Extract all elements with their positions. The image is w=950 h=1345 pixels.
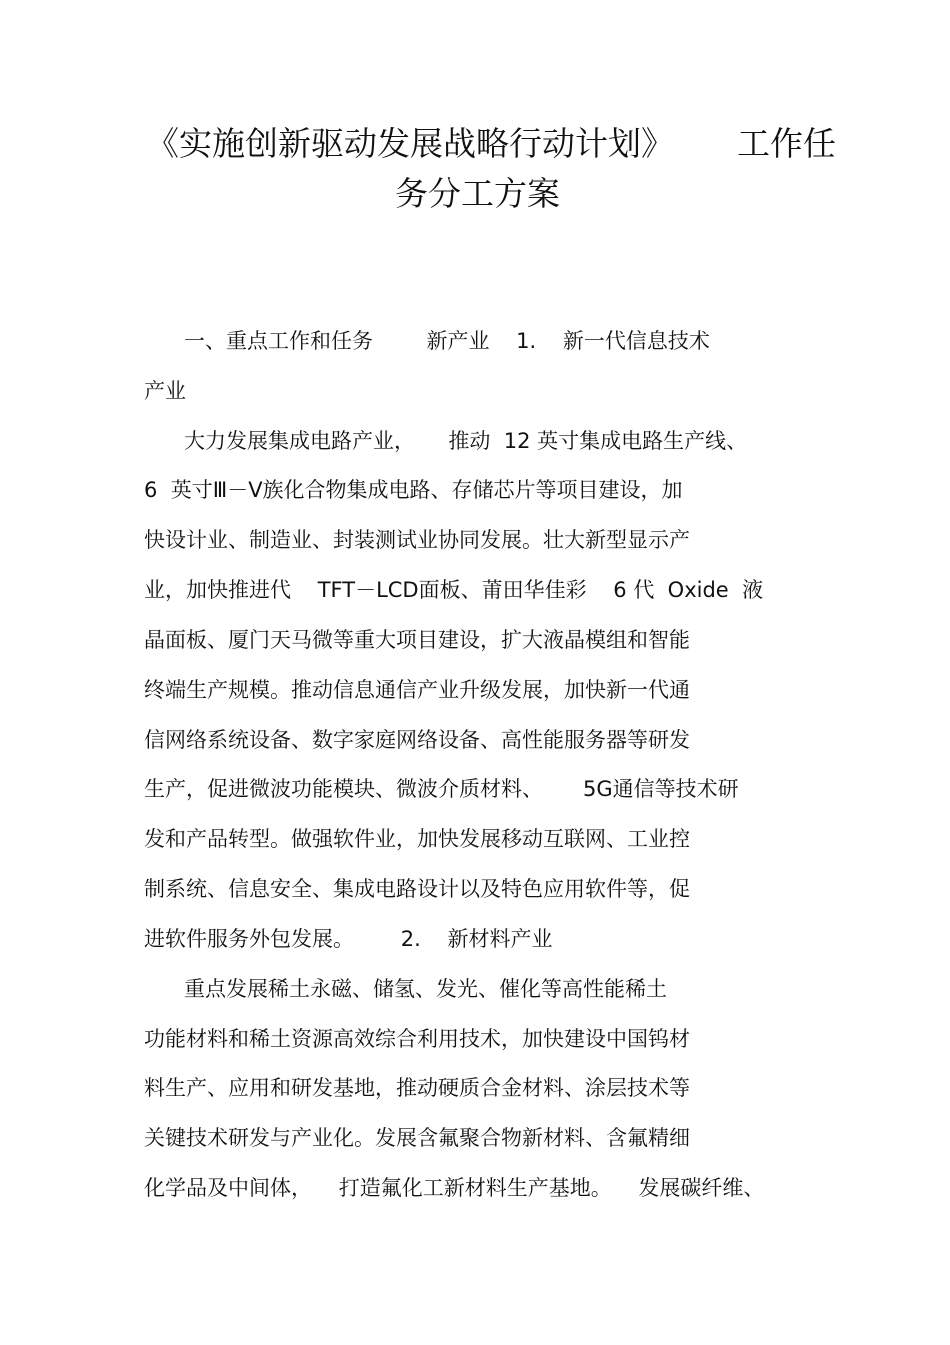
body-line: 信网络系统设备、数字家庭网络设备、高性能服务器等研发	[144, 728, 690, 752]
body-line: 制系统、信息安全、集成电路设计以及特色应用软件等，促	[144, 877, 690, 901]
body-line: 6 英寸Ⅲ－Ⅴ族化合物集成电路、存储芯片等项目建设，加	[144, 478, 683, 502]
body-line: 功能材料和稀土资源高效综合利用技术，加快建设中国钨材	[144, 1027, 690, 1051]
body-line: 一、重点工作和任务 新产业 1. 新一代信息技术	[144, 329, 710, 353]
body-line: 关键技术研发与产业化。发展含氟聚合物新材料、含氟精细	[144, 1126, 690, 1150]
body-line: 料生产、应用和研发基地，推动硬质合金材料、涂层技术等	[144, 1076, 690, 1100]
body-line: 快设计业、制造业、封装测试业协同发展。壮大新型显示产	[144, 528, 690, 552]
body-line: 进软件服务外包发展。 2. 新材料产业	[144, 927, 553, 951]
body-line: 业，加快推进代 TFT－LCD面板、莆田华佳彩 6 代 Oxide 液	[144, 578, 764, 602]
body-line: 重点发展稀土永磁、储氢、发光、催化等高性能稀土	[144, 977, 668, 1001]
body-line: 大力发展集成电路产业， 推动 12 英寸集成电路生产线、	[144, 429, 748, 453]
document-title-line-1: 《实施创新驱动发展战略行动计划》 工作任	[146, 124, 836, 163]
body-line: 生产，促进微波功能模块、微波介质材料、 5G通信等技术研	[144, 777, 739, 801]
body-line: 产业	[144, 379, 186, 403]
body-line: 发和产品转型。做强软件业，加快发展移动互联网、工业控	[144, 827, 690, 851]
body-line: 晶面板、厦门天马微等重大项目建设，扩大液晶模组和智能	[144, 628, 690, 652]
document-title-line-2: 务分工方案	[395, 174, 560, 213]
body-line: 化学品及中间体， 打造氟化工新材料生产基地。 发展碳纤维、	[144, 1176, 765, 1200]
body-line: 终端生产规模。推动信息通信产业升级发展，加快新一代通	[144, 678, 690, 702]
